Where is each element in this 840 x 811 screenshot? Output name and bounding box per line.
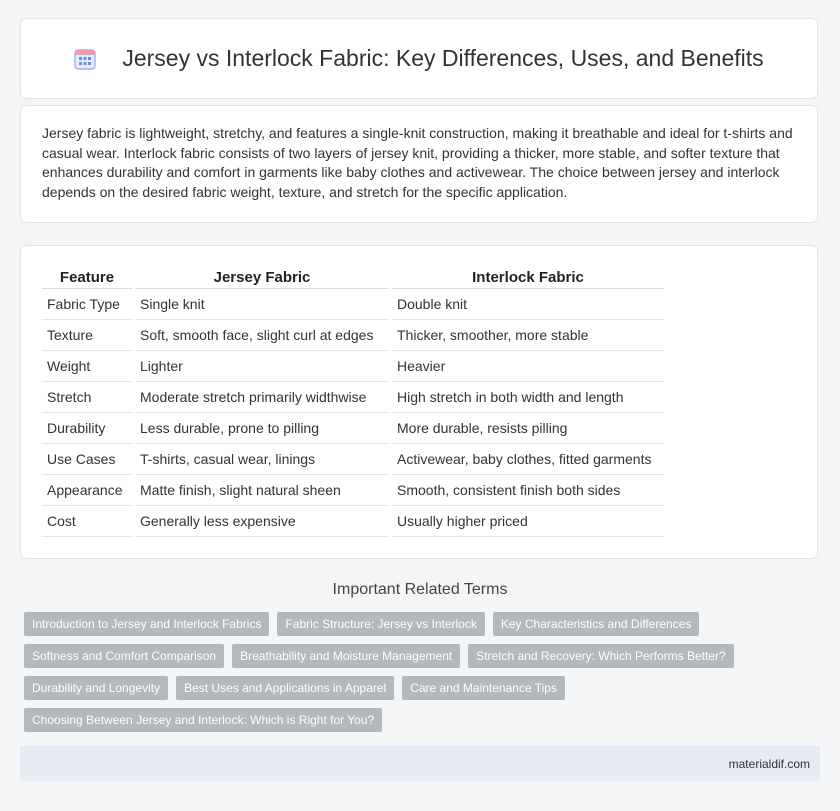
table-row [42,382,664,413]
related-terms-heading: Important Related Terms [332,581,508,598]
interlock-cell: Thicker, smoother, more stable [392,320,664,351]
footer [20,746,820,781]
table-row [42,506,664,537]
related-term-tag[interactable]: Softness and Comfort Comparison [24,644,224,668]
table-header-row [42,264,664,289]
related-term-tag[interactable]: Best Uses and Applications in Apparel [176,676,394,700]
calendar-grid-icon [74,47,96,71]
table-row [42,475,664,506]
jersey-cell: Moderate stretch primarily widthwise [135,382,389,413]
header-interlock: Interlock Fabric [392,264,664,289]
jersey-cell: Generally less expensive [135,506,389,537]
header-feature: Feature [42,264,132,289]
interlock-cell: More durable, resists pilling [392,413,664,444]
jersey-cell: T-shirts, casual wear, linings [135,444,389,475]
related-term-tag[interactable]: Breathability and Moisture Management [232,644,460,668]
interlock-cell: Heavier [392,351,664,382]
header-jersey: Jersey Fabric [135,264,389,289]
related-term-tag[interactable]: Fabric Structure: Jersey vs Interlock [277,612,484,636]
feature-cell: Stretch [42,382,132,413]
related-term-tag[interactable]: Introduction to Jersey and Interlock Fabrics [24,612,269,636]
page-title: Jersey vs Interlock Fabric: Key Differences, Uses, and Benefits [122,45,764,71]
footer-site-link[interactable]: materialdif.com [728,756,810,771]
table-row [42,320,664,351]
feature-cell: Texture [42,320,132,351]
interlock-cell: Usually higher priced [392,506,664,537]
jersey-cell: Lighter [135,351,389,382]
intro-section [20,105,818,223]
related-term-tag[interactable]: Key Characteristics and Differences [493,612,700,636]
comparison-section [20,245,818,559]
interlock-cell: Smooth, consistent finish both sides [392,475,664,506]
feature-cell: Weight [42,351,132,382]
table-row [42,444,664,475]
related-term-tag[interactable]: Durability and Longevity [24,676,168,700]
feature-cell: Durability [42,413,132,444]
related-term-tag[interactable]: Choosing Between Jersey and Interlock: Which is Right for You? [24,708,382,732]
table-row [42,351,664,382]
table-row [42,413,664,444]
jersey-cell: Matte finish, slight natural sheen [135,475,389,506]
interlock-cell: Activewear, baby clothes, fitted garments [392,444,664,475]
related-term-tag[interactable]: Care and Maintenance Tips [402,676,565,700]
related-term-tag[interactable]: Stretch and Recovery: Which Performs Better? [468,644,733,668]
jersey-cell: Single knit [135,289,389,320]
page-header [20,18,818,99]
feature-cell: Fabric Type [42,289,132,320]
related-terms-list [24,612,744,732]
table-row [42,289,664,320]
jersey-cell: Less durable, prone to pilling [135,413,389,444]
feature-cell: Use Cases [42,444,132,475]
interlock-cell: High stretch in both width and length [392,382,664,413]
feature-cell: Appearance [42,475,132,506]
jersey-cell: Soft, smooth face, slight curl at edges [135,320,389,351]
feature-cell: Cost [42,506,132,537]
intro-text: Jersey fabric is lightweight, stretchy, and features a single-knit construction, making it breathable and ideal for t-shirts and casual wear. Interlock fabric consists of two layers of jersey knit, providing a thicker, more stable, and softer texture that enhances durability and comfort in garments like baby clothes and activewear. The choice between jersey and interlock depends on the desired fabric weight, texture, and stretch for the specific application. [42,125,793,200]
comparison-table [39,264,667,537]
interlock-cell: Double knit [392,289,664,320]
